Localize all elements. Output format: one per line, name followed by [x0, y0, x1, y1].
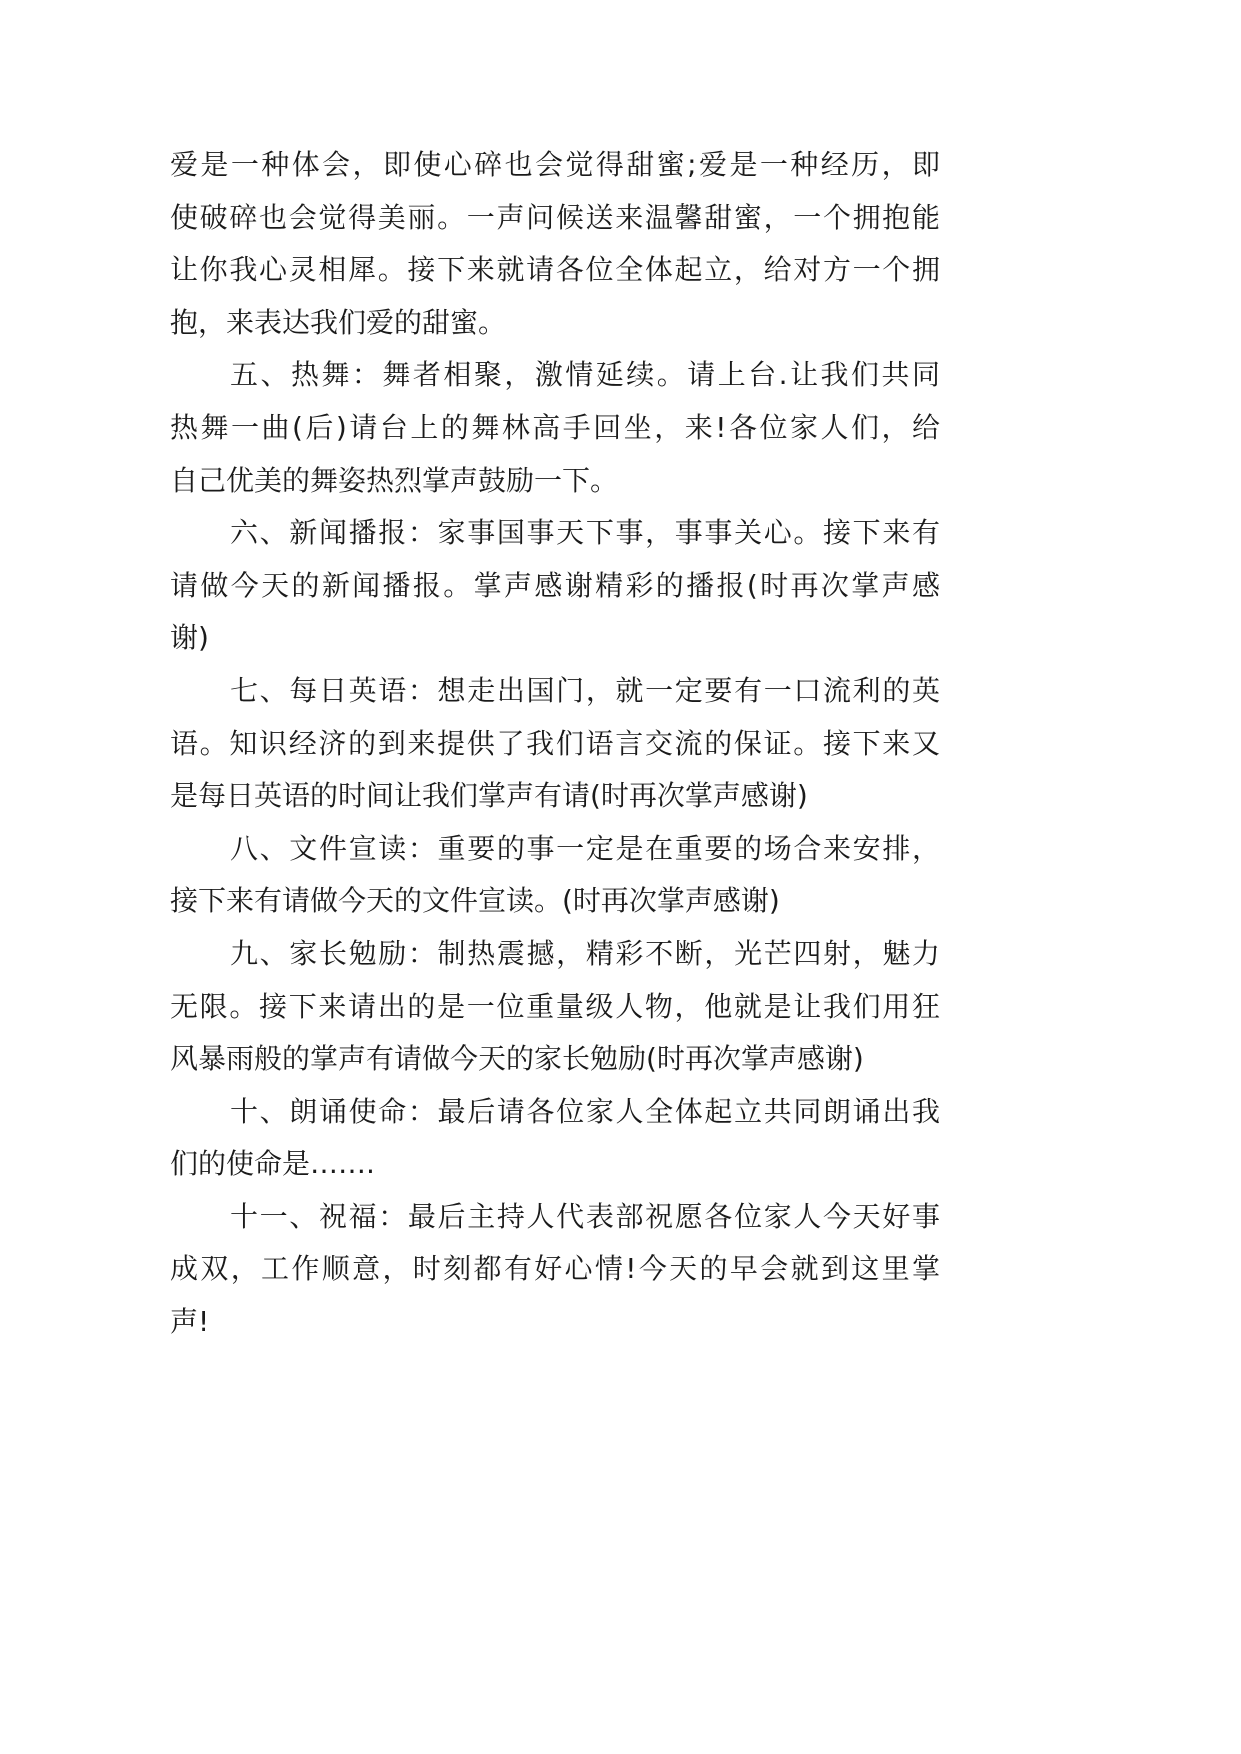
text-line: 是每日英语的时间让我们掌声有请(时再次掌声感谢) [170, 779, 808, 813]
text-line: 让你我心灵相犀。接下来就请各位全体起立，给对方一个拥 [170, 253, 940, 287]
paragraph [170, 823, 940, 928]
document-body [170, 139, 940, 1349]
paragraph [170, 1191, 940, 1349]
text-line: 语。知识经济的到来提供了我们语言交流的保证。接下来又 [170, 726, 940, 760]
text-line: 热舞一曲(后)请台上的舞林高手回坐，来!各位家人们，给 [170, 410, 940, 444]
paragraph [170, 665, 940, 823]
text-line: 抱，来表达我们爱的甜蜜。 [170, 305, 507, 339]
text-line: 五、热舞：舞者相聚，激情延续。请上台.让我们共同 [230, 358, 940, 392]
text-line: 成双，工作顺意，时刻都有好心情!今天的早会就到这里掌 [170, 1252, 940, 1286]
text-line: 接下来有请做今天的文件宣读。(时再次掌声感谢) [170, 884, 780, 918]
text-line: 七、每日英语：想走出国门，就一定要有一口流利的英 [230, 673, 940, 707]
text-line: 自己优美的舞姿热烈掌声鼓励一下。 [170, 463, 619, 497]
paragraph [170, 349, 940, 507]
text-line: 十、朗诵使命：最后请各位家人全体起立共同朗诵出我 [230, 1094, 940, 1128]
text-line: 请做今天的新闻播报。掌声感谢精彩的播报(时再次掌声感 [170, 568, 940, 602]
paragraph [170, 507, 940, 665]
text-line: 谢) [170, 621, 209, 655]
text-line: 九、家长勉励：制热震撼，精彩不断，光芒四射，魅力 [230, 936, 940, 970]
text-line: 声! [170, 1305, 210, 1339]
text-line: 六、新闻播报：家事国事天下事，事事关心。接下来有 [230, 516, 940, 550]
paragraph [170, 928, 940, 1086]
text-line: 八、文件宣读：重要的事一定是在重要的场合来安排， [230, 831, 940, 865]
text-line: 无限。接下来请出的是一位重量级人物，他就是让我们用狂 [170, 989, 940, 1023]
text-line: 使破碎也会觉得美丽。一声问候送来温馨甜蜜，一个拥抱能 [170, 200, 940, 234]
paragraph [170, 139, 940, 349]
text-line: 十一、祝福：最后主持人代表部祝愿各位家人今天好事 [230, 1199, 940, 1233]
text-line: 们的使命是……. [170, 1147, 375, 1181]
text-line: 爱是一种体会，即使心碎也会觉得甜蜜;爱是一种经历，即 [170, 148, 940, 181]
paragraph [170, 1086, 940, 1191]
text-line: 风暴雨般的掌声有请做今天的家长勉励(时再次掌声感谢) [170, 1042, 864, 1076]
